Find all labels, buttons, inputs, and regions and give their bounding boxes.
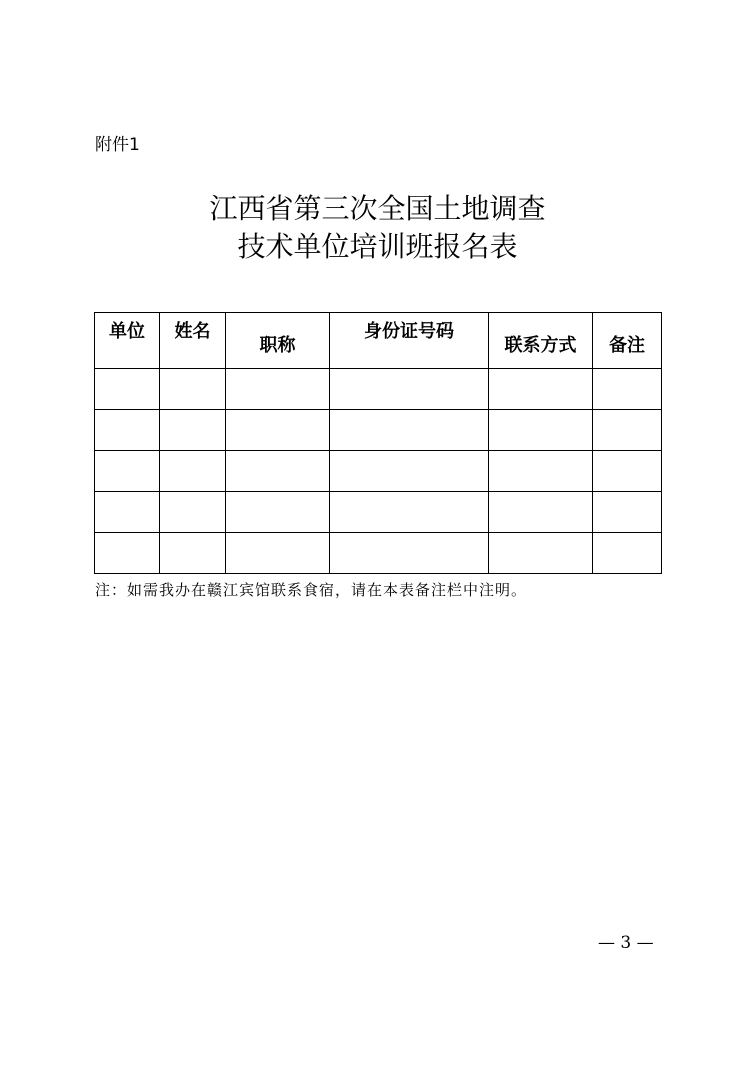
cell-id-number[interactable]: [330, 410, 489, 451]
cell-remarks[interactable]: [593, 451, 662, 492]
table-row: [95, 533, 662, 574]
cell-remarks[interactable]: [593, 410, 662, 451]
header-id-number: 身份证号码: [330, 313, 489, 369]
cell-remarks[interactable]: [593, 533, 662, 574]
table-footnote: 注：如需我办在赣江宾馆联系食宿，请在本表备注栏中注明。: [95, 581, 528, 599]
cell-unit[interactable]: [95, 451, 160, 492]
cell-id-number[interactable]: [330, 451, 489, 492]
registration-table: [94, 312, 662, 574]
document-title-line-2: 技术单位培训班报名表: [237, 230, 518, 263]
cell-unit[interactable]: [95, 410, 160, 451]
document-title-line-1: 江西省第三次全国土地调查: [209, 192, 546, 225]
cell-title[interactable]: [226, 451, 330, 492]
cell-contact[interactable]: [489, 451, 593, 492]
table-row: [95, 369, 662, 410]
table-row: [95, 492, 662, 533]
cell-unit[interactable]: [95, 492, 160, 533]
header-title: 职称: [226, 313, 330, 369]
cell-contact[interactable]: [489, 369, 593, 410]
cell-title[interactable]: [226, 533, 330, 574]
cell-unit[interactable]: [95, 533, 160, 574]
cell-name[interactable]: [160, 369, 226, 410]
cell-title[interactable]: [226, 410, 330, 451]
cell-contact[interactable]: [489, 533, 593, 574]
header-name: 姓名: [160, 313, 226, 369]
cell-unit[interactable]: [95, 369, 160, 410]
page-number: — 3 —: [598, 933, 654, 953]
cell-remarks[interactable]: [593, 369, 662, 410]
cell-id-number[interactable]: [330, 492, 489, 533]
cell-name[interactable]: [160, 492, 226, 533]
cell-contact[interactable]: [489, 492, 593, 533]
attachment-label: 附件1: [95, 135, 140, 155]
cell-remarks[interactable]: [593, 492, 662, 533]
table-header-row: [95, 313, 662, 369]
cell-title[interactable]: [226, 492, 330, 533]
cell-name[interactable]: [160, 451, 226, 492]
header-remarks: 备注: [593, 313, 662, 369]
cell-name[interactable]: [160, 410, 226, 451]
table-row: [95, 410, 662, 451]
cell-name[interactable]: [160, 533, 226, 574]
table-row: [95, 451, 662, 492]
cell-title[interactable]: [226, 369, 330, 410]
cell-id-number[interactable]: [330, 533, 489, 574]
header-contact: 联系方式: [489, 313, 593, 369]
cell-contact[interactable]: [489, 410, 593, 451]
header-unit: 单位: [95, 313, 160, 369]
cell-id-number[interactable]: [330, 369, 489, 410]
